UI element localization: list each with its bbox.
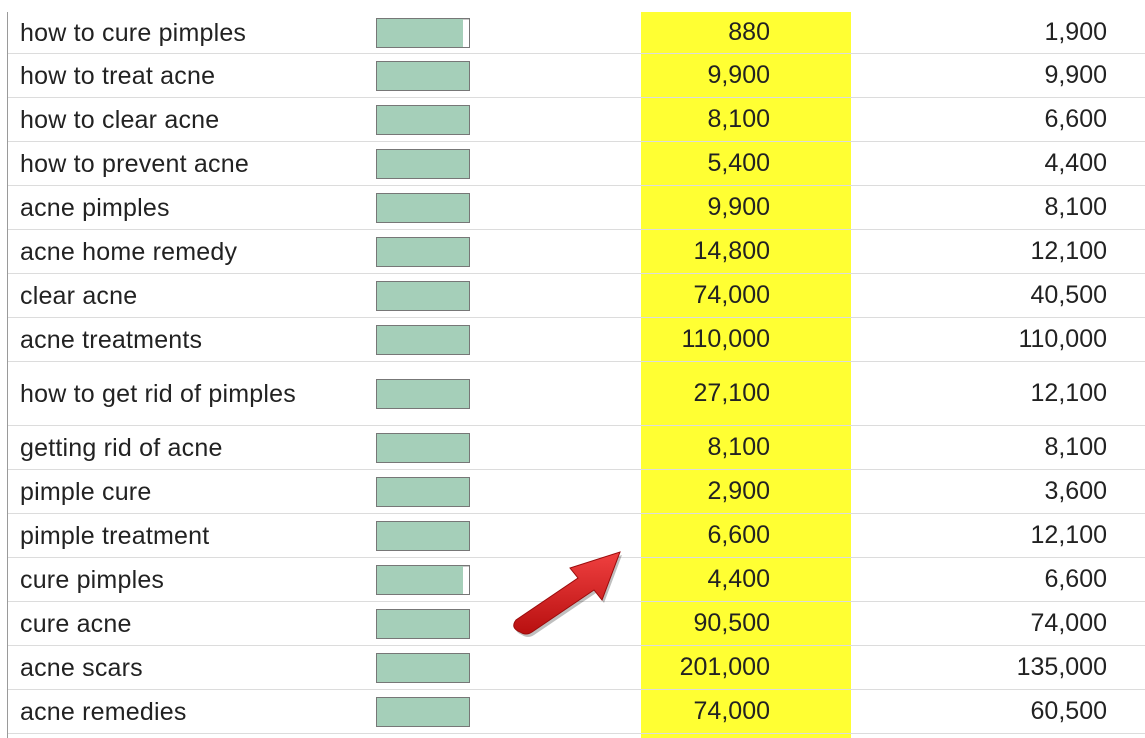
competition-bar-fill [377,106,469,134]
competition-bar [376,697,470,727]
keyword-cell: acne pimples [20,193,170,222]
volume-b-cell: 3,600 [1044,477,1107,505]
volume-b-cell: 12,100 [1030,521,1107,549]
volume-b-cell: 8,100 [1044,193,1107,221]
volume-a-cell: 90,500 [693,609,770,637]
competition-bar-fill [377,380,469,408]
competition-bar [376,653,470,683]
table-row[interactable] [8,274,1145,318]
volume-b-cell: 4,400 [1044,149,1107,177]
red-arrow-icon [500,540,630,650]
table-row[interactable] [8,362,1145,426]
table-row[interactable] [8,230,1145,274]
volume-b-cell: 40,500 [1030,281,1107,309]
competition-bar [376,565,470,595]
competition-bar-fill [377,194,469,222]
volume-a-cell: 27,100 [693,379,770,407]
volume-b-cell: 6,600 [1044,105,1107,133]
keyword-cell: pimple cure [20,477,152,506]
volume-a-cell: 5,400 [707,149,770,177]
competition-bar-fill [377,434,469,462]
volume-b-cell: 1,900 [1044,18,1107,46]
volume-a-cell: 2,900 [707,477,770,505]
volume-a-cell: 6,600 [707,521,770,549]
competition-bar [376,237,470,267]
keyword-cell: pimple treatment [20,521,210,550]
volume-b-cell: 6,600 [1044,565,1107,593]
competition-bar-fill [377,566,463,594]
keyword-cell: acne home remedy [20,237,238,266]
table-row[interactable] [8,186,1145,230]
competition-bar [376,193,470,223]
volume-a-cell: 110,000 [681,325,770,353]
volume-b-cell: 8,100 [1044,433,1107,461]
volume-a-cell: 8,100 [707,105,770,133]
competition-bar [376,149,470,179]
keyword-cell: clear acne [20,281,138,310]
competition-bar [376,521,470,551]
competition-bar-fill [377,19,463,47]
table-row[interactable] [8,318,1145,362]
table-row[interactable] [8,690,1145,734]
keyword-cell: cure acne [20,609,132,638]
table-row[interactable] [8,426,1145,470]
keyword-cell: how to cure pimples [20,18,247,47]
competition-bar-fill [377,478,469,506]
table-row[interactable] [8,98,1145,142]
volume-a-cell: 201,000 [679,653,770,681]
table-row[interactable] [8,12,1145,54]
competition-bar [376,61,470,91]
competition-bar [376,18,470,48]
competition-bar-fill [377,238,469,266]
keyword-cell: acne remedies [20,697,187,726]
competition-bar-fill [377,698,469,726]
competition-bar-fill [377,326,469,354]
competition-bar [376,105,470,135]
volume-a-cell: 8,100 [707,433,770,461]
volume-b-cell: 60,500 [1030,697,1107,725]
competition-bar-fill [377,282,469,310]
keyword-cell: how to clear acne [20,105,220,134]
competition-bar-fill [377,62,469,90]
competition-bar-fill [377,522,469,550]
volume-a-cell: 9,900 [707,61,770,89]
competition-bar [376,609,470,639]
keyword-cell: cure pimples [20,565,165,594]
keyword-cell: acne treatments [20,325,203,354]
table-row[interactable] [8,54,1145,98]
competition-bar-fill [377,654,469,682]
keyword-cell: how to prevent acne [20,149,249,178]
competition-bar [376,379,470,409]
keyword-cell: getting rid of acne [20,433,223,462]
table-row[interactable] [8,142,1145,186]
volume-a-cell: 74,000 [693,697,770,725]
volume-a-cell: 14,800 [693,237,770,265]
volume-b-cell: 110,000 [1018,325,1107,353]
volume-a-cell: 74,000 [693,281,770,309]
competition-bar [376,477,470,507]
volume-b-cell: 74,000 [1030,609,1107,637]
volume-b-cell: 9,900 [1044,61,1107,89]
competition-bar-fill [377,150,469,178]
volume-b-cell: 12,100 [1030,237,1107,265]
competition-bar [376,281,470,311]
competition-bar [376,433,470,463]
keyword-cell: how to get rid of pimples [20,379,296,408]
volume-a-cell: 4,400 [707,565,770,593]
volume-a-cell: 880 [728,18,770,46]
volume-a-cell: 9,900 [707,193,770,221]
table-row[interactable] [8,646,1145,690]
volume-b-cell: 135,000 [1016,653,1107,681]
keyword-cell: how to treat acne [20,61,216,90]
table-row[interactable] [8,470,1145,514]
volume-b-cell: 12,100 [1030,379,1107,407]
competition-bar-fill [377,610,469,638]
keyword-cell: acne scars [20,653,143,682]
competition-bar [376,325,470,355]
